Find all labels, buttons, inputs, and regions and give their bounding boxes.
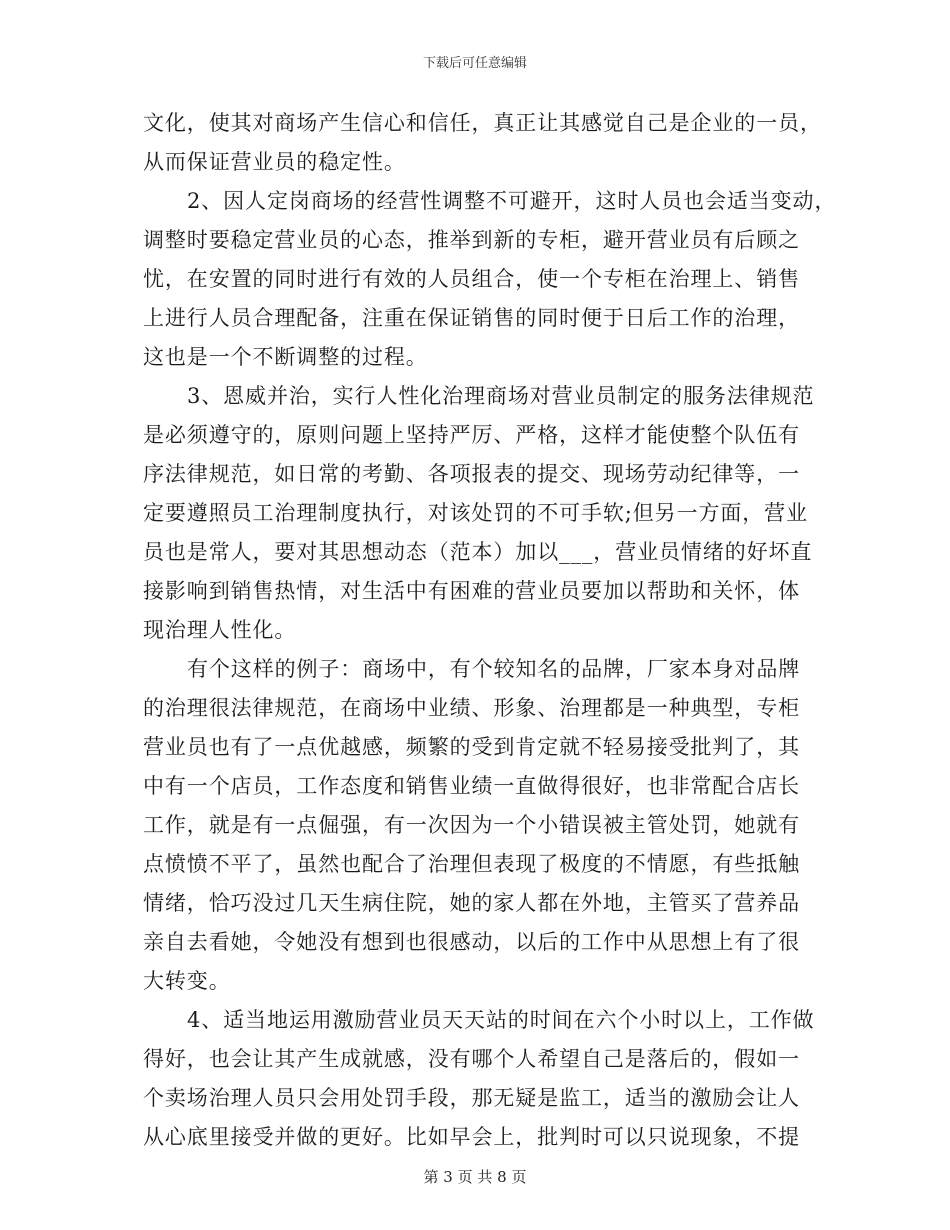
page-number: 第 3 页 共 8 页 [423,1168,527,1186]
text-line: 的治理很法律规范，在商场中业绩、形象、治理都是一种典型，专柜 [143,696,800,720]
text-line: 忧，在安置的同时进行有效的人员组合，使一个专柜在治理上、销售 [143,267,800,291]
text-line: 调整时要稳定营业员的心态，推举到新的专柜，避开营业员有后顾之 [143,228,800,252]
text-line: 有个这样的例子：商场中，有个较知名的品牌，厂家本身对品牌 [187,657,801,681]
text-line: 现治理人性化。 [143,618,297,642]
text-line: 个卖场治理人员只会用处罚手段，那无疑是监工，适当的激励会让人 [143,1086,800,1110]
text-line: 3、恩威并治，实行人性化治理商场对营业员制定的服务法律规范 [187,384,815,408]
text-line: 员也是常人，要对其思想动态（范本）加以___，营业员情绪的好坏直 [143,540,813,564]
text-line: 接影响到销售热情，对生活中有困难的营业员要加以帮助和关怀，体 [143,579,800,603]
text-line: 亲自去看她，令她没有想到也很感动，以后的工作中从思想上有了很 [143,930,800,954]
text-line: 文化，使其对商场产生信心和信任，真正让其感觉自己是企业的一员， [143,111,822,135]
text-line: 2、因人定岗商场的经营性调整不可避开，这时人员也会适当变动， [187,189,837,213]
text-line: 营业员也有了一点优越感，频繁的受到肯定就不轻易接受批判了，其 [143,735,800,759]
text-line: 从而保证营业员的稳定性。 [143,150,406,174]
text-line: 定要遵照员工治理制度执行，对该处罚的不可手软;但另一方面，营业 [143,501,808,525]
text-line: 点愤愤不平了，虽然也配合了治理但表现了极度的不情愿，有些抵触 [143,852,800,876]
text-line: 是必须遵守的，原则问题上坚持严厉、严格，这样才能使整个队伍有 [143,423,800,447]
text-line: 这也是一个不断调整的过程。 [143,345,428,369]
text-line: 序法律规范，如日常的考勤、各项报表的提交、现场劳动纪律等，一 [143,462,800,486]
text-line: 大转变。 [143,969,231,993]
text-line: 4、适当地运用激励营业员天天站的时间在六个小时以上，工作做 [187,1008,815,1032]
page-header-note: 下载后可任意编辑 [422,56,527,71]
text-line: 工作，就是有一点倔强，有一次因为一个小错误被主管处罚，她就有 [143,813,800,837]
text-line: 情绪，恰巧没过几天生病住院，她的家人都在外地，主管买了营养品 [143,891,800,915]
text-line: 中有一个店员，工作态度和销售业绩一直做得很好，也非常配合店长 [143,774,800,798]
text-line: 上进行人员合理配备，注重在保证销售的同时便于日后工作的治理， [143,306,800,330]
text-line: 得好，也会让其产生成就感，没有哪个人希望自己是落后的，假如一 [143,1047,800,1071]
text-line: 从心底里接受并做的更好。比如早会上，批判时可以只说现象，不提 [143,1125,800,1149]
document-body [143,104,837,1157]
